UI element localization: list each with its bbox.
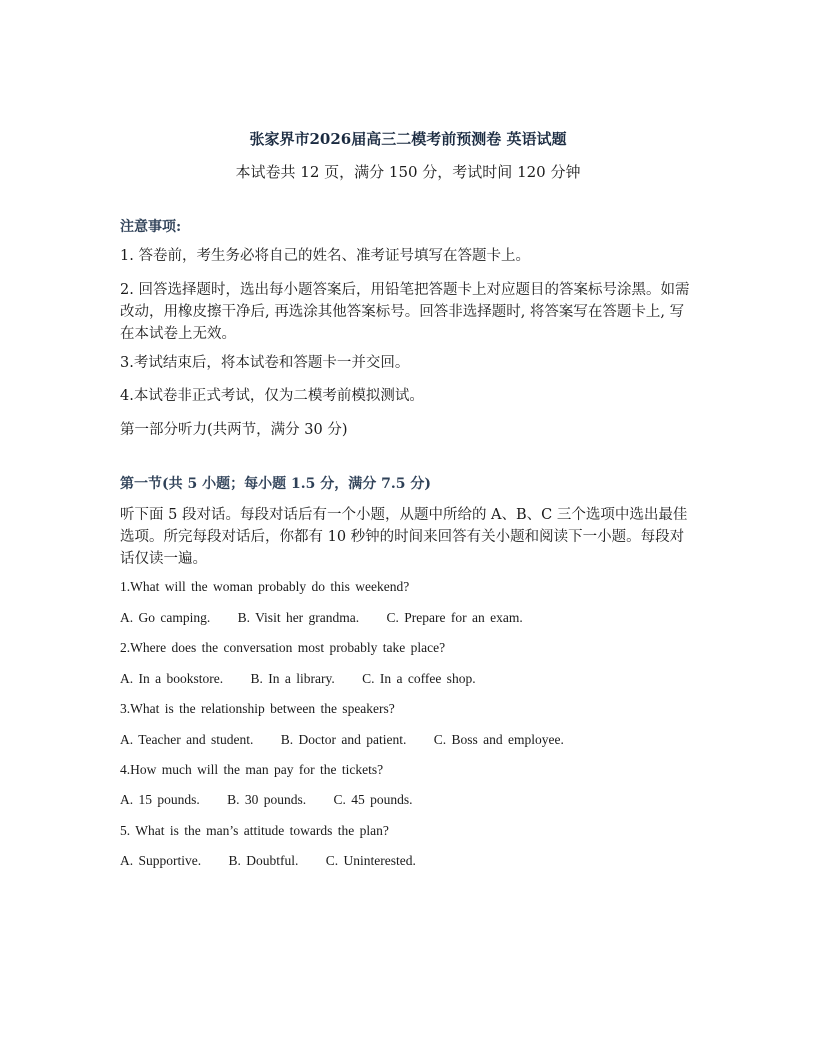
notice-heading: 注意事项: — [120, 219, 182, 235]
option-a: A. Supportive. — [120, 853, 202, 868]
option-a: A. Go camping. — [120, 610, 211, 625]
section-one-heading: 第一节(共 5 小题；每小题 1.5 分，满分 7.5 分) — [120, 476, 431, 492]
option-b: B. Doubtful. — [228, 853, 299, 868]
question-1-options — [120, 610, 698, 626]
question-2-options — [120, 671, 698, 687]
notice-item-4: 4.本试卷非正式考试，仅为二模考前模拟测试。 — [120, 388, 424, 404]
option-b: B. In a library. — [250, 671, 335, 686]
question-4-options — [120, 792, 698, 808]
question-4: 4.How much will the man pay for the tickets? — [120, 762, 384, 777]
notice-item-3: 3.考试结束后，将本试卷和答题卡一并交回。 — [120, 355, 410, 371]
option-a: A. 15 pounds. — [120, 792, 200, 807]
option-c: C. Prepare for an exam. — [386, 610, 523, 625]
option-c: C. In a coffee shop. — [362, 671, 476, 686]
notice-item-1: 1. 答卷前，考生务必将自己的姓名、准考证号填写在答题卡上。 — [120, 248, 530, 264]
option-c: C. 45 pounds. — [333, 792, 413, 807]
question-3-options — [120, 732, 698, 748]
option-a: A. Teacher and student. — [120, 732, 254, 747]
exam-title: 张家界市2026届高三二模考前预测卷 英语试题 — [249, 130, 567, 148]
option-b: B. Doctor and patient. — [280, 732, 407, 747]
option-c: C. Boss and employee. — [433, 732, 564, 747]
exam-subtitle: 本试卷共 12 页，满分 150 分，考试时间 120 分钟 — [235, 163, 581, 181]
question-2: 2.Where does the conversation most probably take place? — [120, 640, 446, 655]
question-3: 3.What is the relationship between the speakers? — [120, 701, 395, 716]
option-b: B. 30 pounds. — [227, 792, 307, 807]
section-one-instructions: 听下面 5 段对话。每段对话后有一个小题，从题中所给的 A、B、C 三个选项中选出最佳选项。所完每段对话后，你都有 10 秒钟的时间来回答有关小题和阅读下一小题。每段对话仅读一遍。 — [120, 507, 688, 567]
question-5-options — [120, 853, 698, 869]
part-one-heading: 第一部分听力(共两节，满分 30 分) — [120, 422, 348, 438]
question-5: 5. What is the man’s attitude towards the plan? — [120, 823, 389, 838]
option-a: A. In a bookstore. — [120, 671, 224, 686]
notice-item-2: 2. 回答选择题时，选出每小题答案后，用铅笔把答题卡上对应题目的答案标号涂黑。如需改动，用橡皮擦干净后, 再选涂其他答案标号。回答非选择题时, 将答案写在答题卡上, 写在本试卷上无效。 — [120, 282, 690, 342]
question-1: 1.What will the woman probably do this weekend? — [120, 579, 410, 594]
option-c: C. Uninterested. — [325, 853, 416, 868]
option-b: B. Visit her grandma. — [237, 610, 360, 625]
